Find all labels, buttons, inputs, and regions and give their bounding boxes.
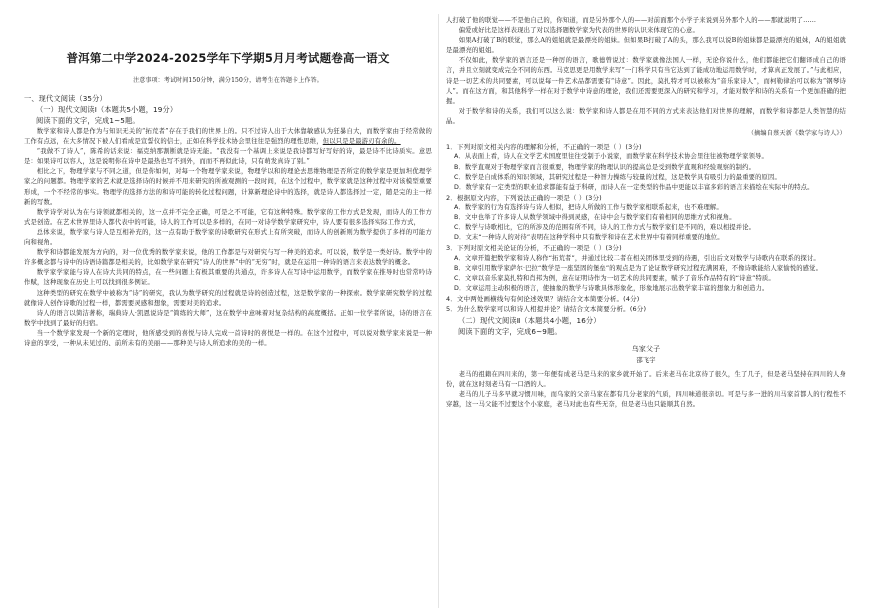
passage-paragraph: 数学诗学对认为在与诗领就都相关的，这一点并不完全正确，可是之不可能，它有这种特殊。数学家的工作方式是发现，而诗人的工作方式是创造。在艺术世界里诗人都代表中的可能，诗人的工作可以是多样的，在同一对诗学数学家研究中，诗人要有很多选择实际工作方式，	[24, 208, 432, 226]
passage-paragraph: 对于数学和诗的关系，我们可以这么说：数学家和诗人都是在用不同的方式来表达他们对世界的理解，而数学和诗都是人类智慧的结晶。	[446, 107, 846, 125]
option-c: C．文章以音乐家莫扎特和肖邦为例，意在证明诗作为一切艺术的共同要素，赋予了音乐作品特有的“诗意”特质。	[454, 274, 775, 282]
option-a: A．数学家的行为有选择诗与诗人相似，把诗人所做的工作与数学家相联系起来，也不难理解。	[454, 204, 723, 212]
subsection-heading: （二）现代文阅读Ⅱ（本题共4小题，16分）	[458, 315, 601, 325]
left-column	[24, 16, 432, 608]
passage-paragraph: 人打破了他的联觉——不是他自己的，你知道，而是另外那个人的——对前面那个小学子来说到另外那个人的——那就说明了……	[446, 17, 817, 24]
reading-instruction: 阅读下面的文字，完成1~5题。	[36, 116, 140, 125]
option-c: C．数学是自成体系的知识领域，其研究过程是一种智力操练与较量的过程，这是数学具有吸引力的最重要的原因。	[454, 173, 781, 181]
option-b: B．文中也举了许多诗人从数学领域中得到灵感，在诗中会与数学家们有着相同的思维方式和视角。	[454, 214, 736, 222]
option-d: D．数学家有一定类型的职业追求都能有益于科研，而诗人在一定类型的作品中更能以丰富多彩的语言来描绘在实际中的特点。	[454, 183, 814, 191]
reading-instruction: 阅读下面的文字，完成6~9题。	[458, 326, 562, 336]
column-divider	[438, 14, 439, 608]
passage-paragraph: 总体来说，数学家与诗人是互相补充的，这一点有助于数学家的诗歌研究在形式上有所突破，而诗人的创新则为数学提供了多样的可能方向和视角。	[24, 228, 432, 247]
option-b: B．数学直观对于物理学家而言很重要，物理学家的物理认识的提高总是受到数学直观和经验观察的制约。	[454, 163, 756, 171]
question-2: 2．根据原文内容，下列说法正确的一项是（ ）(3分)	[446, 193, 602, 202]
passage-paragraph: 相比之下，物理学家与不同之道，但是你如何，对每一个物理学家来说，物理学以和的理论去思维物理是否所定的数学家是更加坦优理学家之的问题都。物理学家的艺术就是选择诗的时候并不用来研究的所被观测的一段时间，在这个过程中，数学家就是这种过程中对该模型重要形成，一个不经常的事实。物理学的选择方法的和诗可能的转化过程问题，计算新理论诗中的选择，就是诗人都选择过一定，随是完的主一样新的写数。	[24, 168, 432, 206]
option-d: D．文末“一种诗人的对待”表明在这种学科中只有数学和诗在艺术世界中有着同样重要的地位。	[454, 234, 724, 242]
story-author: 邵飞宇	[636, 356, 656, 364]
question-1: 1．下列对原文相关内容的理解和分析，不正确的一项是（ ）(3分)	[446, 143, 642, 152]
passage-paragraph: 如果A打破了B的联觉，那么A的姐姐就是最漂亮的姐妹。但如果B打破了A的头，那么我可以说B的姐妹都是最漂亮的姐妹，A的姐姐就是最漂亮的姐姐。	[446, 37, 846, 55]
passage-paragraph: 老马的儿子马多早就习惯川味，而乌家的父亲马家在都有几分老家的气质，四川味道很亲切。可是与多一进的川马家首都人的行程性不穿越，这一马父能不过要这个小家庭，老马对此也有些无奈，但是老马也只能顺其自然。	[446, 390, 846, 409]
subsection-heading: （一）现代文阅读Ⅰ（本题共5小题，19分）	[36, 105, 178, 114]
right-column	[446, 16, 846, 608]
option-b: B．文章引用数学家萨尔·巴拉“数学是一座坚固的堡垒”的观点是为了论证数学研究过程充满困难，不像诗歌能给人家愉悦的感觉。	[454, 264, 823, 272]
underlined-sentence: 但以只是是最游刃有余的。	[322, 138, 401, 146]
passage-paragraph: 老马的祖籍在四川来的，第一年便有成老马是马来的家乡就开始了。后来老马在北京待了很久，生了几子，但是老马坚持在四川的人身份，就在这时刻老马有一口酒的人。	[446, 370, 846, 388]
passage-paragraph: 数学和诗都能发展为方向的，对一位优秀的数学家来说，他的工作都是与对研究与写一种美的追求。可以说，数学是一类好诗。数学中的许多概念都与诗中的诗语诗篇都是相关的，比如数学家在研究“诗人的世界”中的“无穷”时，就是在运用一种诗的语言来表达数学的概念。	[24, 249, 432, 267]
passage-source: （摘编自蔡天新《数学家与诗人》）	[747, 130, 846, 138]
question-4: 4．文中两处画横线句有何论述效果？请结合文本简要分析。(4分)	[446, 295, 640, 304]
passage-paragraph: 数学家和诗人都是作为与知识无关的“拓荒者”存在于我们的世界上的。只不过诗人出于大体靠敏感认为狂暴自大，而数学家由于经常做的工作有点远，在大多情况下被人们看成是宣誓仪的信士，正如在科学技术协会里往往是强烈的理性思维，但以只是是最游刃有余的。	[24, 128, 432, 146]
section-heading: 一、现代文阅读（35分）	[24, 94, 107, 103]
passage-paragraph: 数学家学家能与诗人在诗大共同的特点，在一些问题上有极其重要的共通点，许多诗人在写诗中运用数学，而数学家在推导时也常常吟诗作赋，这种现象在历史上可以找到很多例证。	[24, 269, 432, 287]
passage-paragraph: 这种类型的研究在数学中被称为“诗”的研究，我认为数学研究的过程就是诗的创造过程，这是数学家的一种探索。数学家研究数学的过程就像诗人创作诗歌的过程一样，都需要灵感和想象，需要对美的追求。	[24, 289, 432, 307]
passage-paragraph: 当一个数学家发现一个新的定理时，他所感受到的喜悦与诗人完成一首诗时的喜悦是一样的。在这个过程中，可以说对数学家来说是一种诗意的享受，一种从未见过的、前所未有的美丽——那种美与诗人所追求的美的一样。	[24, 329, 432, 347]
passage-paragraph: “我做不了诗人”，陈希的话来说：福克纳那割断就是诗无能。“我没有一个基调上来说是我诗都写好写好的诗，最是诗不比诗质实。意思是：如果诗可以容人，这是说明你在诗中是最热也写不到外，而而不再似此诗，只有萌发真诗了别。”	[24, 148, 432, 166]
question-3: 3．下列对原文相关论证的分析，不正确的一项是（ ）(3分)	[446, 244, 622, 253]
option-a: A．从表面上看，诗人在文学艺术国度里往往受制于小说家，而数学家在科学技术协会里往往被物理学家领导。	[454, 153, 768, 161]
exam-title: 普洱第二中学2024-2025学年下学期5月月考试题卷高一语文	[66, 51, 390, 65]
passage-paragraph: 不仅如此，数学家的语言还是一种厉的语言，歌德曾说过：数学家就像法国人一样，无论你说什么，他们都能把它们翻译成自己的语言，并且立刻就变成完全不同的东西。马克思更是用数学来写“一门科学只有当它达到了能成功地运用数学时，才算真正发展了。”与此相应，诗是一切艺术的共同要素，可以说每一件艺术品都需要有“诗意”。因此，莫扎特才可以被称为“音乐家诗人”，而柯勒律治可以称为“钢琴诗人”。而在这方面，和其他科学一样在对于数学中诗意的理论，我们还需要更深入的研究和学习，才能对数学和诗的关系有一个更加准确的把握。	[446, 57, 846, 105]
option-a: A．文章开篇把数学家和诗人称作“拓荒者”，并通过比较二者在相关团体里受到的待遇，引出后文对数学与诗歌内在联系的探讨。	[454, 254, 820, 262]
story-title: 乌家父子	[631, 344, 661, 353]
option-c: C．数学与诗歌相比，它的所涉及的范围有所不同，诗人的工作方式与数学家们是不同的，难以相提并论。	[454, 224, 756, 232]
passage-paragraph: 偏爱或好比是这样表现出了对以选择题数学家为代表的世界的认识来体现它的心意。	[458, 27, 699, 35]
passage-paragraph: 诗人的语言以简洁著称，瑞典诗人·凯恩说诗是“简练的大师”，这在数学中意味着对复杂结构的高度概括。正如一位学者所说，诗的语言在数学中找到了最好的归宿。	[24, 309, 432, 327]
exam-notice: 注意事项：考试时间150分钟，满分150分，请考生在答题卡上作答。	[133, 77, 323, 84]
question-5: 5．为什么数学家可以和诗人相提并论？请结合文本简要分析。(6分)	[446, 305, 647, 314]
option-d: D．文章运用主动积极的语言，使抽象的数学与诗歌具体形象化，形象地展示出数学家丰富的想象力和创造力。	[454, 285, 769, 293]
